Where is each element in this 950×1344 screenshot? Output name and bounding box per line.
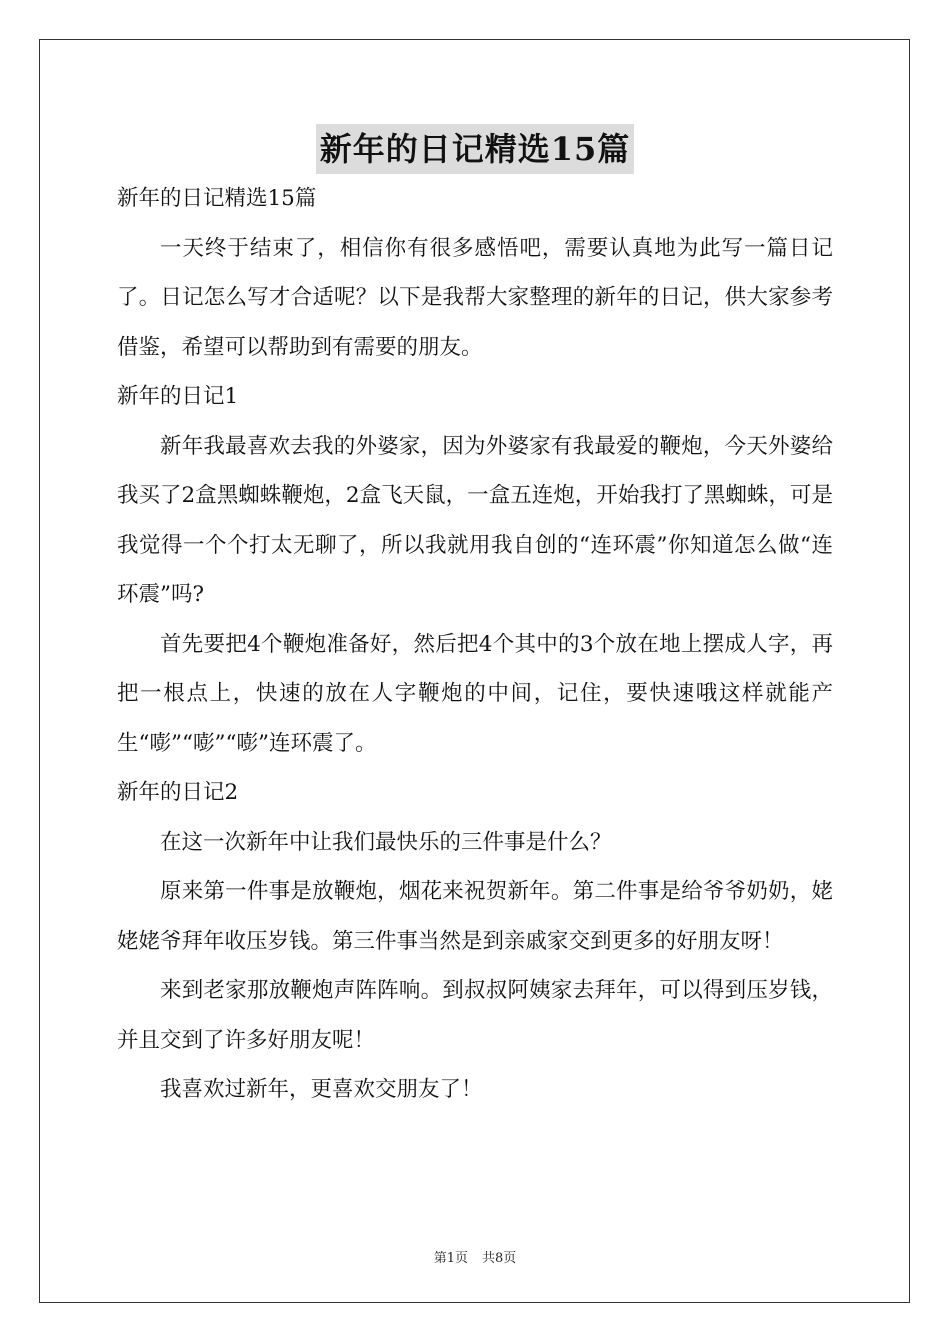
section-heading-1: 新年的日记1 — [117, 384, 239, 409]
intro-paragraph: 一天终于结束了，相信你有很多感悟吧，需要认真地为此写一篇日记了。日记怎么写才合适呢？以下是我帮大家整理的新年的日记，供大家参考借鉴，希望可以帮助到有需要的朋友。 — [117, 235, 833, 360]
subtitle-line: 新年的日记精选15篇 — [117, 186, 317, 211]
paragraph: 首先要把4个鞭炮准备好，然后把4个其中的3个放在地上摆成人字，再把一根点上，快速的放在人字鞭炮的中间，记住，要快速哦这样就能产生“嘭”“嘭”“嘭”连环震了。 — [117, 631, 833, 756]
paragraph: 我喜欢过新年，更喜欢交朋友了！ — [160, 1077, 483, 1102]
page-title: 新年的日记精选15篇 — [316, 124, 635, 174]
page-footer — [0, 1247, 950, 1266]
title-area — [0, 124, 950, 174]
page-total: 共8页 — [482, 1251, 517, 1266]
paragraph: 原来第一件事是放鞭炮，烟花来祝贺新年。第二件事是给爷爷奶奶，姥姥姥爷拜年收压岁钱。第三件事当然是到亲戚家交到更多的好朋友呀！ — [117, 879, 833, 954]
paragraph: 新年我最喜欢去我的外婆家，因为外婆家有我最爱的鞭炮，今天外婆给我买了2盒黑蜘蛛鞭炮，2盒飞天鼠，一盒五连炮，开始我打了黑蜘蛛，可是我觉得一个个打太无聊了，所以我就用我自创的“连环震”你知道怎么做“连环震”吗? — [117, 433, 833, 607]
paragraph: 来到老家那放鞭炮声阵阵响。到叔叔阿姨家去拜年，可以得到压岁钱，并且交到了许多好朋友呢！ — [117, 978, 833, 1053]
section-heading-2: 新年的日记2 — [117, 780, 239, 805]
page-number: 第1页 — [433, 1251, 468, 1266]
document-body — [117, 174, 833, 1115]
paragraph: 在这一次新年中让我们最快乐的三件事是什么？ — [160, 829, 612, 855]
